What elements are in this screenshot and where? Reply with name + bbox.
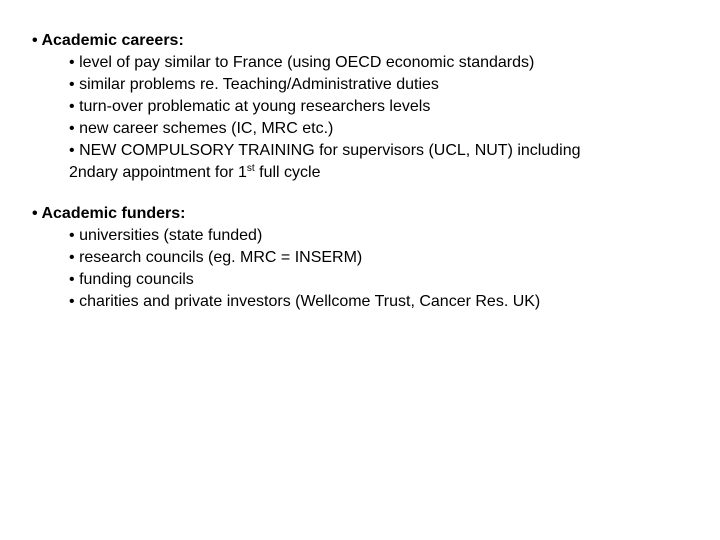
list-item-text: NEW COMPULSORY TRAINING for supervisors (UCL, NUT) including	[79, 142, 581, 159]
academic-funders-list	[32, 225, 702, 313]
bullet-glyph: •	[69, 76, 75, 93]
academic-funders-heading-text: Academic funders:	[41, 205, 186, 222]
academic-careers-heading-text: Academic careers:	[41, 32, 184, 49]
bullet-glyph: •	[69, 98, 75, 115]
ordinal-superscript: st	[246, 163, 255, 174]
continuation-text-before: 2ndary appointment for 1	[69, 164, 247, 181]
list-item-text: funding councils	[79, 271, 194, 288]
list-item	[32, 140, 702, 162]
list-item	[32, 74, 702, 96]
list-item-text: universities (state funded)	[79, 227, 263, 244]
list-item	[32, 52, 702, 74]
list-item	[32, 269, 702, 291]
academic-careers-list	[32, 52, 702, 184]
list-item	[32, 291, 702, 313]
list-item	[32, 247, 702, 269]
list-item-text: level of pay similar to France (using OECD economic standards)	[79, 54, 535, 71]
bullet-glyph: •	[69, 271, 75, 288]
list-item	[32, 96, 702, 118]
bullet-glyph: •	[69, 54, 75, 71]
list-item-continuation	[32, 162, 702, 184]
list-item-text: charities and private investors (Wellcome Trust, Cancer Res. UK)	[79, 293, 541, 310]
bullet-glyph: •	[69, 227, 75, 244]
bullet-glyph: •	[69, 249, 75, 266]
list-item-text: research councils (eg. MRC = INSERM)	[79, 249, 363, 266]
bullet-glyph: •	[32, 205, 38, 222]
list-item-text: similar problems re. Teaching/Administrative duties	[79, 76, 439, 93]
academic-funders-heading	[32, 203, 702, 225]
bullet-glyph: •	[69, 120, 75, 137]
bullet-glyph: •	[32, 32, 38, 49]
list-item	[32, 225, 702, 247]
bullet-glyph: •	[69, 142, 75, 159]
list-item-text: turn-over problematic at young researchers levels	[79, 98, 431, 115]
list-item-text: new career schemes (IC, MRC etc.)	[79, 120, 334, 137]
academic-careers-section	[32, 30, 702, 184]
bullet-glyph: •	[69, 293, 75, 310]
academic-funders-section	[32, 203, 702, 313]
academic-careers-heading	[32, 30, 702, 52]
list-item	[32, 118, 702, 140]
continuation-text-after: full cycle	[254, 164, 321, 181]
